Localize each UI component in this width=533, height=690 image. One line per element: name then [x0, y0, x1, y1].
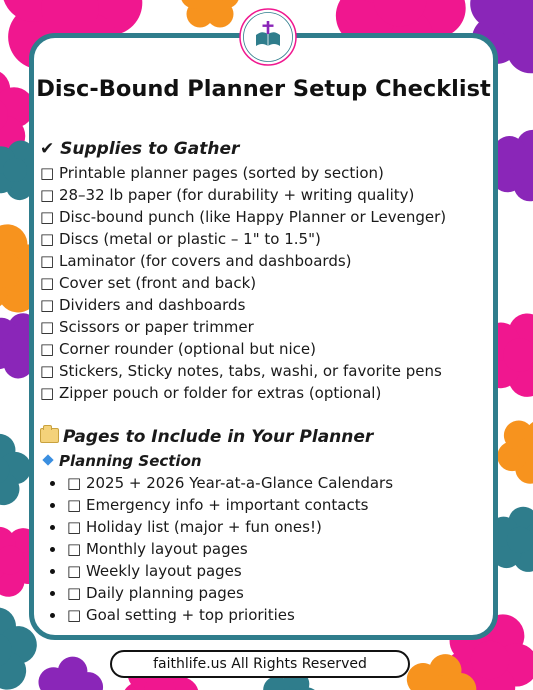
check-mark-icon: ✔: [40, 139, 55, 159]
supply-item[interactable]: □ Stickers, Sticky notes, tabs, washi, or favorite pens: [40, 362, 442, 380]
supply-item[interactable]: □ Dividers and dashboards: [40, 296, 246, 314]
checkbox-icon: □: [40, 318, 55, 336]
checkbox-icon: □: [67, 496, 82, 514]
bullet-icon: [50, 547, 55, 552]
planning-item[interactable]: □ 2025 + 2026 Year-at-a-Glance Calendars: [40, 472, 496, 494]
checkbox-icon: □: [67, 606, 82, 624]
planning-item[interactable]: □ Daily planning pages: [40, 582, 496, 604]
checkbox-icon: □: [40, 340, 55, 358]
supply-item[interactable]: □ Scissors or paper trimmer: [40, 318, 254, 336]
supply-item[interactable]: □ Disc-bound punch (like Happy Planner or Levenger): [40, 208, 447, 226]
bullet-icon: [50, 591, 55, 596]
copyright-footer: faithlife.us All Rights Reserved: [110, 650, 410, 678]
supply-item[interactable]: □ Zipper pouch or folder for extras (optional): [40, 384, 382, 402]
page-title: Disc-Bound Planner Setup Checklist: [36, 76, 491, 102]
checkbox-icon: □: [67, 518, 82, 536]
supply-item[interactable]: □ Printable planner pages (sorted by section): [40, 164, 384, 182]
folder-icon: [40, 428, 59, 443]
supply-item[interactable]: □ 28–32 lb paper (for durability + writing quality): [40, 186, 415, 204]
planning-item[interactable]: □ Weekly layout pages: [40, 560, 496, 582]
supplies-heading: ✔ Supplies to Gather: [40, 139, 240, 159]
checkbox-icon: □: [67, 562, 82, 580]
bullet-icon: [50, 613, 55, 618]
bullet-icon: [50, 481, 55, 486]
checkbox-icon: □: [40, 296, 55, 314]
checkbox-icon: □: [40, 208, 55, 226]
checkbox-icon: □: [40, 252, 55, 270]
bullet-icon: [50, 503, 55, 508]
bullet-icon: [50, 525, 55, 530]
planning-item[interactable]: □ Monthly layout pages: [40, 538, 496, 560]
pages-heading: Pages to Include in Your Planner: [40, 424, 496, 450]
checkbox-icon: □: [40, 384, 55, 402]
checkbox-icon: □: [40, 274, 55, 292]
checkbox-icon: □: [40, 164, 55, 182]
blue-diamond-icon: [42, 454, 53, 465]
supply-item[interactable]: □ Corner rounder (optional but nice): [40, 340, 316, 358]
checkbox-icon: □: [67, 474, 82, 492]
bullet-icon: [50, 569, 55, 574]
planning-item[interactable]: □ Goal setting + top priorities: [40, 604, 496, 626]
checkbox-icon: □: [40, 230, 55, 248]
checkbox-icon: □: [67, 540, 82, 558]
checkbox-icon: □: [40, 362, 55, 380]
supply-item[interactable]: □ Discs (metal or plastic – 1" to 1.5"): [40, 230, 321, 248]
checkbox-icon: □: [40, 186, 55, 204]
supply-item[interactable]: □ Cover set (front and back): [40, 274, 257, 292]
checklist-content: [40, 136, 496, 626]
planning-section-heading: Planning Section: [40, 450, 496, 472]
section-spacer: [40, 404, 496, 424]
planning-item[interactable]: □ Emergency info + important contacts: [40, 494, 496, 516]
supply-item[interactable]: □ Laminator (for covers and dashboards): [40, 252, 352, 270]
planning-item[interactable]: □ Holiday list (major + fun ones!): [40, 516, 496, 538]
faith-life-planners-logo: [239, 8, 297, 66]
checkbox-icon: □: [67, 584, 82, 602]
